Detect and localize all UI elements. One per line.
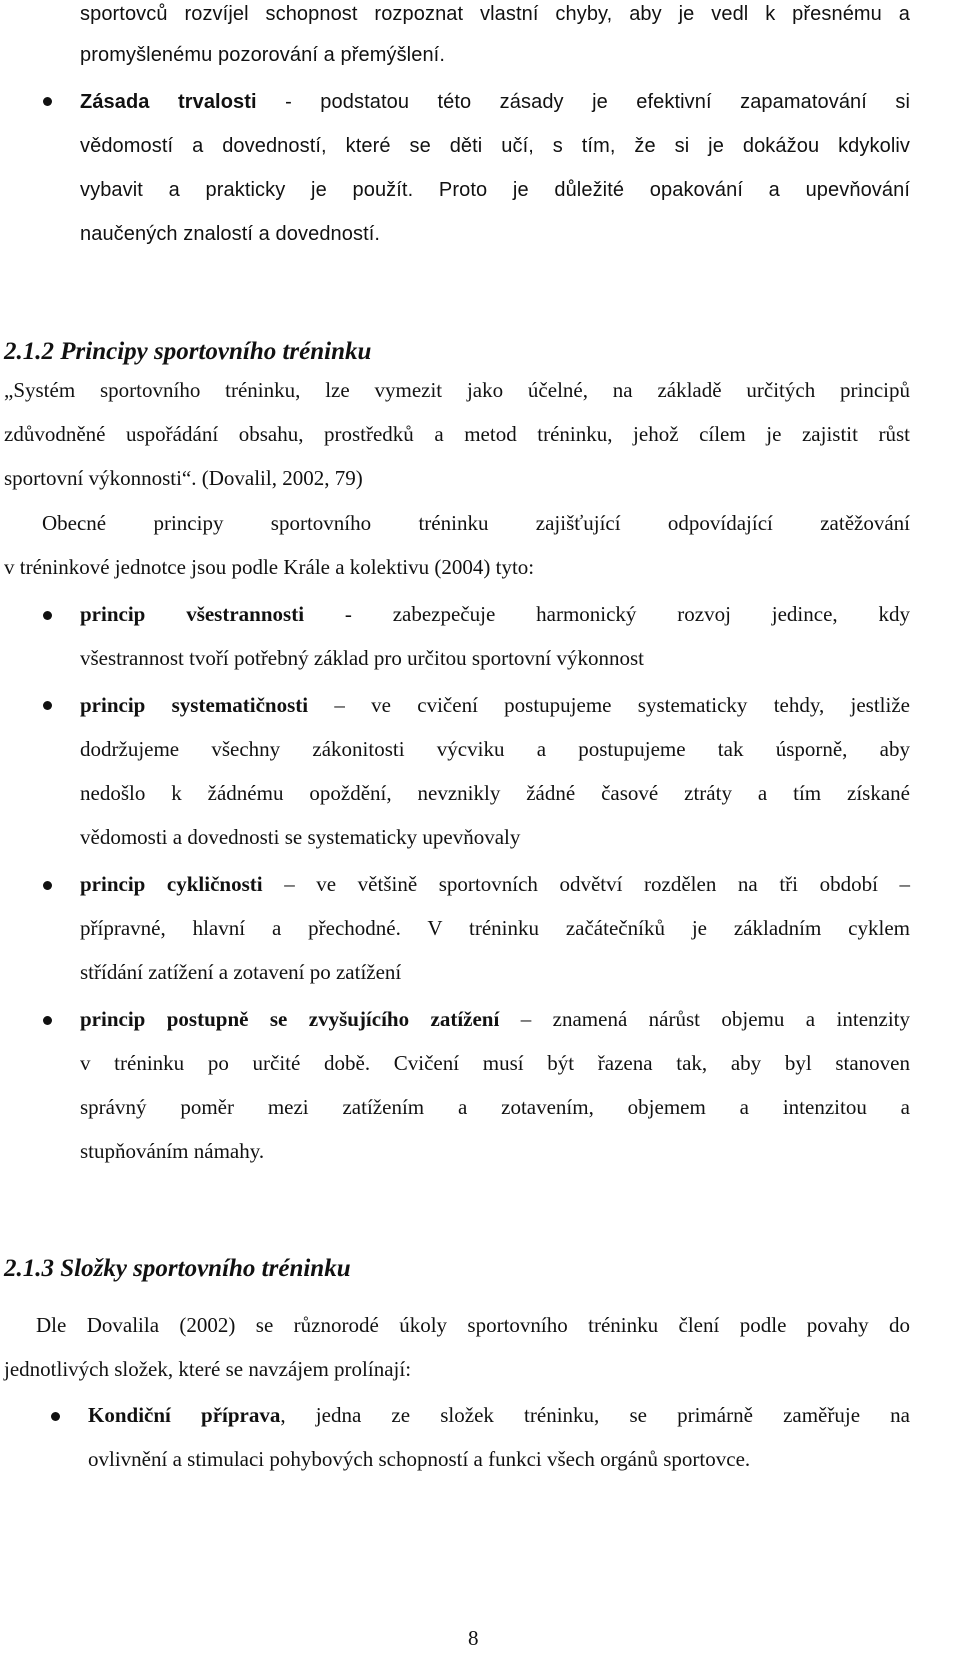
principle-2-line-1 [80,690,910,720]
bullet-trvalost-line-4: naučených znalostí a dovedností. [80,223,381,245]
principle-4-line-4: stupňováním námahy. [80,1139,265,1163]
principle-4-term: princip postupně se zvyšujícího zatížení [80,1007,500,1031]
bullet-icon [43,611,52,620]
quote-line-2: zdůvodněné uspořádání obsahu, prostředků a metod tréninku, jehož cílem je zajistit růst [4,422,910,446]
principle-2-term: princip systematičnosti [80,693,309,717]
term-zasada-trvalosti: Zásada trvalosti [80,91,257,113]
principle-3-text: – ve většině sportovních odvětví rozdělen na tři období – [262,872,910,896]
principle-1-text: - zabezpečuje harmonický rozvoj jedince, kdy [304,602,910,626]
section-heading-2-1-3: 2.1.3 Složky sportovního tréninku [4,1255,351,1282]
intro-line-2: promyšlenému pozorování a přemýšlení. [80,44,445,66]
principle-4-line-2: v tréninku po určité době. Cvičení musí být řazena tak, aby byl stanoven [80,1051,910,1075]
component-line-1 [88,1400,910,1430]
principle-4-text: – znamená nárůst objemu a intenzity [499,1007,911,1031]
intro-line-1: sportovců rozvíjel schopnost rozpoznat vlastní chyby, aby je vedl k přesnému a [80,3,910,25]
components-intro-line-2: jednotlivých složek, které se navzájem prolínají: [4,1357,412,1381]
principle-3-line-3: střídání zatížení a zotavení po zatížení [80,960,402,984]
bullet-icon [43,701,52,710]
bullet-icon [43,97,52,106]
components-intro-line-1: Dle Dovalila (2002) se různorodé úkoly sportovního tréninku člení podle povahy do [36,1313,910,1337]
principle-3-line-1 [80,869,910,899]
principle-4-line-3: správný poměr mezi zatížením a zotavením, objemem a intenzitou a [80,1095,910,1119]
principle-2-line-2: dodržujeme všechny zákonitosti výcviku a postupujeme tak úsporně, aby [80,737,910,761]
bullet-trvalost-text: - podstatou této zásady je efektivní zapamatování si [256,91,911,113]
principle-2-line-3: nedošlo k žádnému opoždění, nevznikly žádné časové ztráty a tím získané [80,781,910,805]
principle-2-text: – ve cvičení postupujeme systematicky tehdy, jestliže [308,693,910,717]
bullet-trvalost-line-2: vědomostí a dovedností, které se děti učí, s tím, že si je dokážou kdykoliv [80,135,910,157]
principle-3-line-2: přípravné, hlavní a přechodné. V tréninku začátečníků je základním cyklem [80,916,910,940]
principles-intro-line-1: Obecné principy sportovního tréninku zajišťující odpovídající zatěžování [42,511,910,535]
quote-line-1: „Systém sportovního tréninku, lze vymezit jako účelné, na základě určitých principů [4,378,910,402]
principle-1-line-1 [80,599,910,629]
component-text: , jedna ze složek tréninku, se primárně zaměřuje na [280,1403,910,1427]
principles-intro-line-2: v tréninkové jednotce jsou podle Krále a kolektivu (2004) tyto: [4,555,535,579]
principle-4-line-1 [80,1004,910,1034]
section-heading-2-1-2: 2.1.2 Principy sportovního tréninku [4,338,372,365]
component-line-2: ovlivnění a stimulaci pohybových schopností a funkci všech orgánů sportovce. [88,1447,751,1471]
principle-2-line-4: vědomosti a dovednosti se systematicky upevňovaly [80,825,521,849]
bullet-trvalost-line-3: vybavit a prakticky je použít. Proto je důležité opakování a upevňování [80,179,910,201]
principle-1-term: princip všestrannosti [80,602,305,626]
principle-1-line-2: všestrannost tvoří potřebný základ pro určitou sportovní výkonnost [80,646,644,670]
component-term-kondicni-priprava: Kondiční příprava [88,1403,281,1427]
quote-line-3: sportovní výkonnosti“. (Dovalil, 2002, 79) [4,466,363,490]
bullet-icon [43,881,52,890]
principle-3-term: princip cykličnosti [80,872,263,896]
bullet-trvalost-line-1 [80,87,910,117]
page-number: 8 [468,1626,479,1650]
bullet-icon [51,1412,60,1421]
bullet-icon [43,1016,52,1025]
